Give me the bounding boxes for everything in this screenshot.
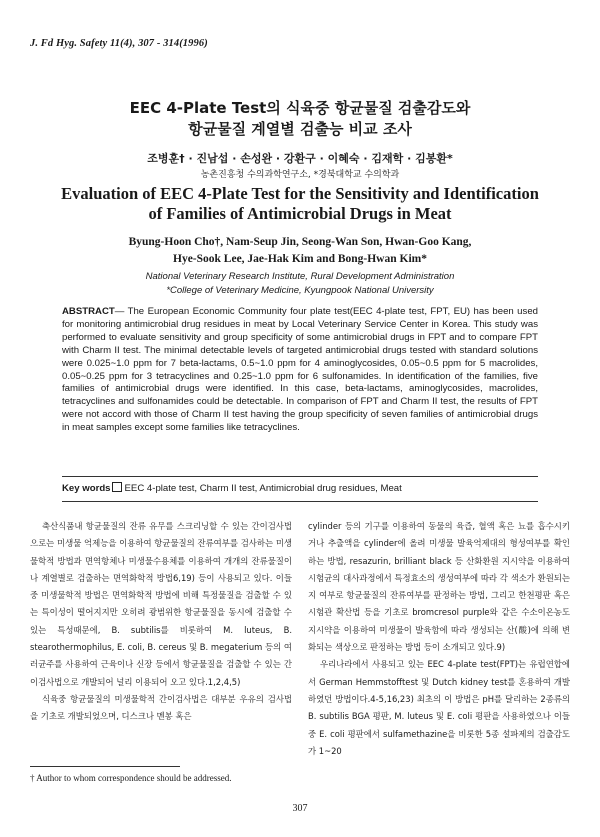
korean-affiliation: 농촌진흥청 수의과학연구소, *경북대학교 수의학과 xyxy=(200,170,400,180)
keywords-bottom-rule xyxy=(62,501,538,502)
keywords-text: EEC 4-plate test, Charm II test, Antimicrobial drug residues, Meat xyxy=(124,483,402,494)
keywords-top-rule xyxy=(62,476,538,477)
english-affiliation-line-2: *College of Veterinary Medicine, Kyungpook National University xyxy=(166,285,434,296)
page-number: 307 xyxy=(292,803,308,814)
body-paragraph: 식육중 항균물질의 미생물학적 간이검사법은 대부분 우유의 검사법을 기초로 개발되었으며, 디스크나 멘봉 혹은 xyxy=(30,693,292,722)
footnote: † Author to whom correspondence should be addressed. xyxy=(30,773,232,783)
korean-title-line-1: EEC 4-Plate Test의 식육중 항균물질 검출감도와 xyxy=(129,99,471,117)
korean-authors: 조병훈† · 진남섭 · 손성완 · 강환구 · 이혜숙 · 김재학 · 김봉환* xyxy=(147,152,453,165)
abstract-label: ABSTRACT xyxy=(62,306,115,317)
body-column-right xyxy=(308,518,570,760)
body-paragraph: cylinder 등의 기구를 이용하여 동물의 육즙, 혈액 혹은 뇨를 흡수시키거나 추출액을 cylinder에 올려 미생물 발육억제대의 형성여부를 확인하는 방법, resazurin, brilliant black 등 산화환원 지시약을 이용하여 시험균의 대사과정에서 특정효소의 생성여부에 따라 각 색소가 환원되는지 여부로 항균물질의 잔류여부를 판정하는 방법, 그리고 한천평판 혹은 시험관 확산법 등을 기초로 bromcresol purple와 같은 수소이온농도 지시약을 이용하여 미생물이 발육함에 따라 생성되는 산(酸)에 의해 변화되는 색상으로 판정하는 방법 등이 소개되고 있다.9) xyxy=(308,521,570,653)
body-paragraph: 우리나라에서 사용되고 있는 EEC 4-plate test(FPT)는 유럽연합에서 German Hemmstofftest 및 Dutch kidney test를 혼용하여 개발하였던 방법이다.4-5,16,23) 최초의 이 방법은 pH를 달리하는 2종류의 B. subtilis BGA 평판, M. luteus 및 E. coli 평판을 사용하였으나 이들중 E. coli 평판에서 sulfamethazine을 비롯한 5종 설파제의 검출감도가 1~20 xyxy=(308,659,570,756)
body-column-left xyxy=(30,518,292,726)
keywords-box-icon xyxy=(112,482,122,492)
abstract-text: — The European Economic Community four plate test(EEC 4-plate test, FPT, EU) has been used for monitoring antimicrobial drug residues in meat by Local Veterinary Service Center in Korea. This study was performed to evaluate sensitivity and group specificity of some antimicrobial drugs in FPT and to compare FPT with Charm II test. The minimal detectable levels of targeted antimicrobial drugs tested with standard solutions were 0.025~1.0 ppm for 7 beta-lactams, 0.5~1.0 ppm for 4 aminoglycosides, 0.05~0.5 ppm for 5 macrolides, 0.05~0.25 ppm for 3 tetracyclines and 0.25~1.0 ppm for 6 sulfonamides. In identification of the families, five families of antimicrobial drugs were identified. In this case, beta-lactams, aminoglycosides, macrolides, tetracyclines and sulfonamides could be detectable. In comparison of FPT and Charm II test, the results of FPT were not accord with those of Charm II test having the group specificity of seven families of antimicrobial drugs in meat samples except some families like tetracyclines. xyxy=(62,306,538,434)
journal-citation: J. Fd Hyg. Safety 11(4), 307 - 314(1996) xyxy=(30,38,208,49)
keywords-label: Key words xyxy=(62,483,111,494)
keywords xyxy=(62,482,538,494)
korean-title-line-2: 항균물질 계열별 검출능 비교 조사 xyxy=(188,120,412,138)
english-authors-line-2: Hye-Sook Lee, Jae-Hak Kim and Bong-Hwan Kim* xyxy=(173,253,427,265)
abstract xyxy=(62,306,538,435)
english-affiliation-line-1: National Veterinary Research Institute, Rural Development Administration xyxy=(145,271,455,282)
english-title-line-2: of Families of Antimicrobial Drugs in Meat xyxy=(148,204,452,223)
english-title-line-1: Evaluation of EEC 4-Plate Test for the Sensitivity and Identification xyxy=(61,184,539,203)
body-paragraph: 축산식품내 항균물질의 잔류 유무를 스크리닝할 수 있는 간이검사법으로는 미생물 억제능을 이용하여 항균물질의 잔류여부를 검사하는 미생물학적 방법과 면역항체나 미생물수용체를 이용하여 개개의 잔류물질이나 계열별로 검출하는 면역화학적 방법6,19) 등이 사용되고 있다. 이들중 미생물학적 방법은 면역화학적 방법에 비해 특정물질을 검출할 수 있는 특이성이 떨어지지만 오히려 광범위한 항균물질을 동시에 검출할 수 있는 특성때문에, B. subtilis를 비롯하여 M. luteus, B. stearothermophilus, E. coli, B. cereus 및 B. megaterium 등의 여러균주를 사용하여 근육이나 신장 등에서 항균물질을 검출할 수 있는 간이검사법으로 개발되어 널리 이용되어 오고 있다.1,2,4,5) xyxy=(30,521,292,687)
footnote-rule xyxy=(30,766,180,767)
english-authors-line-1: Byung-Hoon Cho†, Nam-Seup Jin, Seong-Wan Son, Hwan-Goo Kang, xyxy=(128,236,472,248)
